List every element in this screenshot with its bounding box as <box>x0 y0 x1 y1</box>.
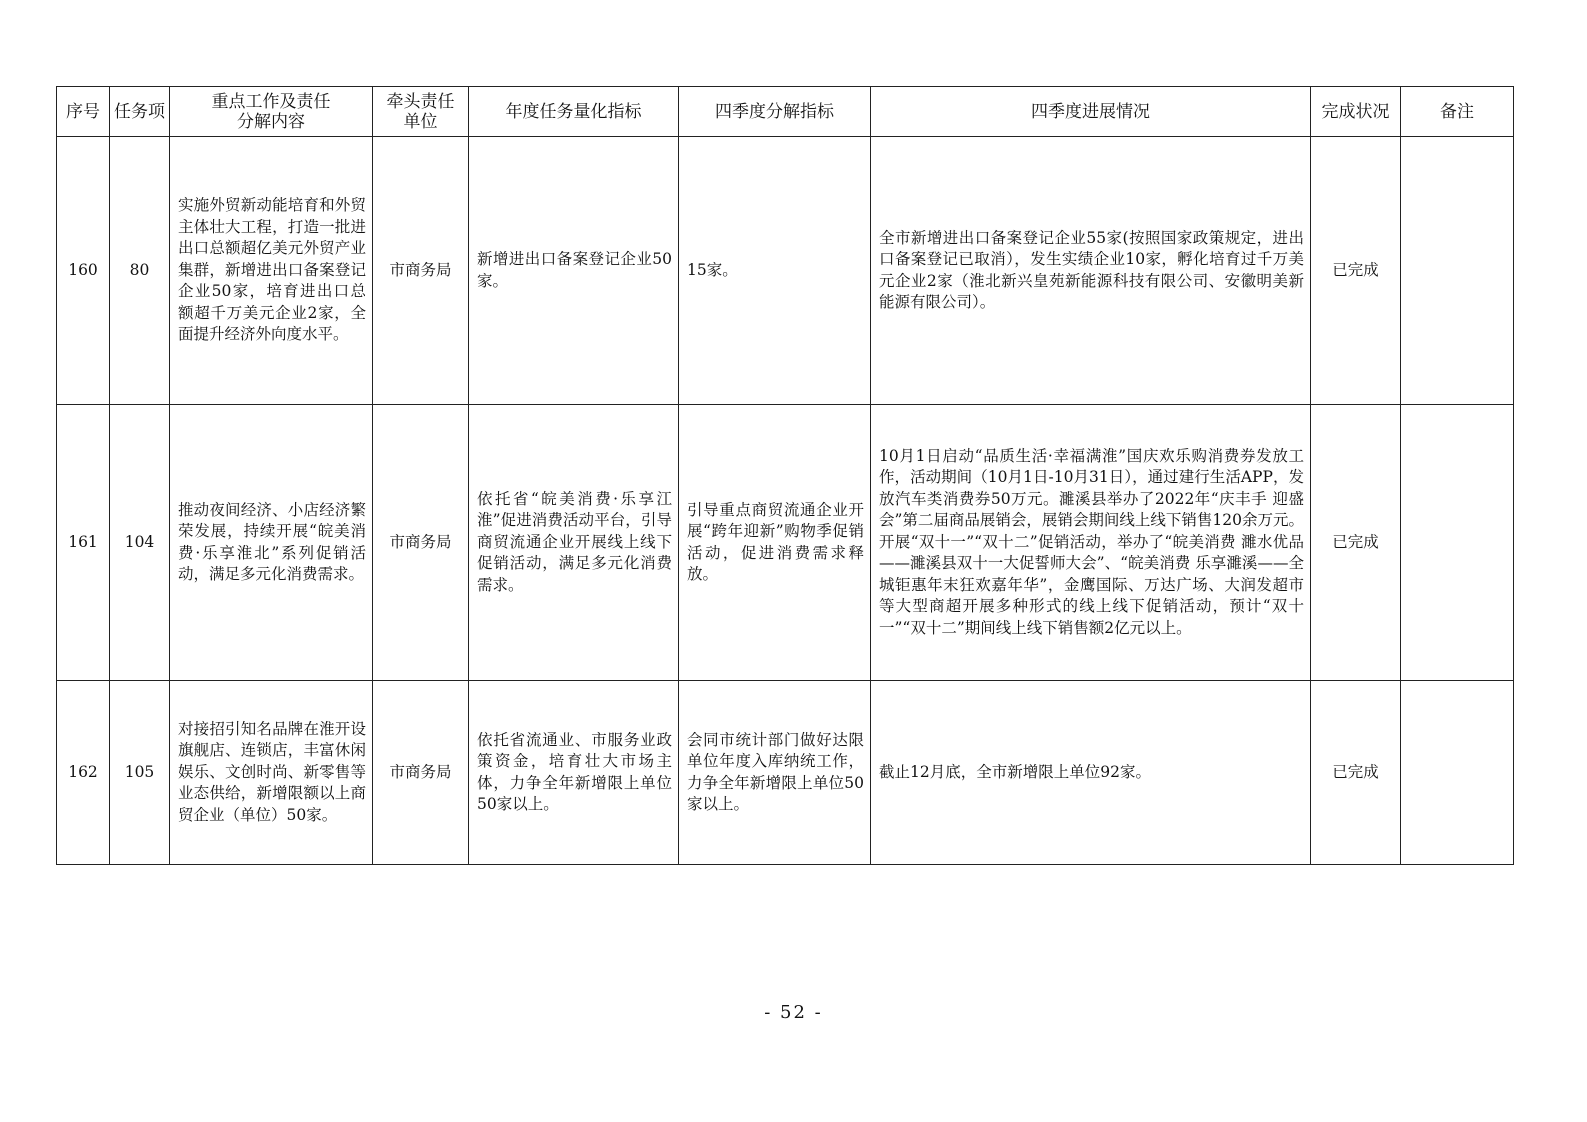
cell-progress: 全市新增进出口备案登记企业55家(按照国家政策规定，进出口备案登记已取消），发生实绩企业10家，孵化培育过千万美元企业2家（淮北新兴皇苑新能源科技有限公司、安徽明美新能源有限公司）。 <box>871 137 1311 405</box>
header-content <box>170 87 373 137</box>
header-unit-line2: 单位 <box>403 111 438 132</box>
table-row <box>57 681 1514 865</box>
cell-seq: 160 <box>57 137 110 405</box>
header-unit-line1: 牵头责任 <box>386 91 455 112</box>
header-note: 备注 <box>1401 87 1514 137</box>
cell-task: 105 <box>110 681 170 865</box>
header-content-line2: 分解内容 <box>237 111 305 132</box>
cell-unit: 市商务局 <box>373 137 469 405</box>
cell-unit: 市商务局 <box>373 681 469 865</box>
header-annual: 年度任务量化指标 <box>469 87 679 137</box>
cell-q4: 引导重点商贸流通企业开展“跨年迎新”购物季促销活动，促进消费需求释放。 <box>679 405 871 681</box>
header-content-line1: 重点工作及责任 <box>211 91 331 112</box>
cell-status: 已完成 <box>1311 681 1401 865</box>
header-task: 任务项 <box>110 87 170 137</box>
cell-annual: 依托省“皖美消费·乐享江淮”促进消费活动平台，引导商贸流通企业开展线上线下促销活动，满足多元化消费需求。 <box>469 405 679 681</box>
cell-seq: 161 <box>57 405 110 681</box>
cell-note <box>1401 137 1514 405</box>
cell-note <box>1401 681 1514 865</box>
header-row <box>57 87 1514 137</box>
cell-content: 对接招引知名品牌在淮开设旗舰店、连锁店，丰富休闲娱乐、文创时尚、新零售等业态供给，新增限额以上商贸企业（单位）50家。 <box>170 681 373 865</box>
cell-task: 104 <box>110 405 170 681</box>
cell-q4: 15家。 <box>679 137 871 405</box>
cell-seq: 162 <box>57 681 110 865</box>
header-seq: 序号 <box>57 87 110 137</box>
cell-content: 实施外贸新动能培育和外贸主体壮大工程，打造一批进出口总额超亿美元外贸产业集群，新增进出口备案登记企业50家，培育进出口总额超千万美元企业2家，全面提升经济外向度水平。 <box>170 137 373 405</box>
cell-annual: 依托省流通业、市服务业政策资金，培育壮大市场主体，力争全年新增限上单位50家以上。 <box>469 681 679 865</box>
header-q4: 四季度分解指标 <box>679 87 871 137</box>
header-unit <box>373 87 469 137</box>
cell-status: 已完成 <box>1311 137 1401 405</box>
cell-progress: 截止12月底，全市新增限上单位92家。 <box>871 681 1311 865</box>
task-table <box>56 86 1514 865</box>
page-number: - 52 - <box>764 1002 823 1023</box>
table-row <box>57 405 1514 681</box>
header-status: 完成状况 <box>1311 87 1401 137</box>
table-row <box>57 137 1514 405</box>
cell-q4: 会同市统计部门做好达限单位年度入库纳统工作，力争全年新增限上单位50家以上。 <box>679 681 871 865</box>
cell-note <box>1401 405 1514 681</box>
cell-annual: 新增进出口备案登记企业50家。 <box>469 137 679 405</box>
cell-content: 推动夜间经济、小店经济繁荣发展，持续开展“皖美消费·乐享淮北”系列促销活动，满足多元化消费需求。 <box>170 405 373 681</box>
cell-task: 80 <box>110 137 170 405</box>
cell-status: 已完成 <box>1311 405 1401 681</box>
cell-progress: 10月1日启动“品质生活·幸福满淮”国庆欢乐购消费券发放工作，活动期间（10月1日-10月31日），通过建行生活APP，发放汽车类消费券50万元。濉溪县举办了2022年“庆丰手 迎盛会”第二届商品展销会，展销会期间线上线下销售120余万元。开展“双十一”“双十二”促销活动，举办了“皖美消费 濉水优品——濉溪县双十一大促誓师大会”、“皖美消费 乐享濉溪——全城钜惠年末狂欢嘉年华”，金鹰国际、万达广场、大润发超市等大型商超开展多种形式的线上线下促销活动，预计“双十一”“双十二”期间线上线下销售额2亿元以上。 <box>871 405 1311 681</box>
cell-unit: 市商务局 <box>373 405 469 681</box>
header-progress: 四季度进展情况 <box>871 87 1311 137</box>
